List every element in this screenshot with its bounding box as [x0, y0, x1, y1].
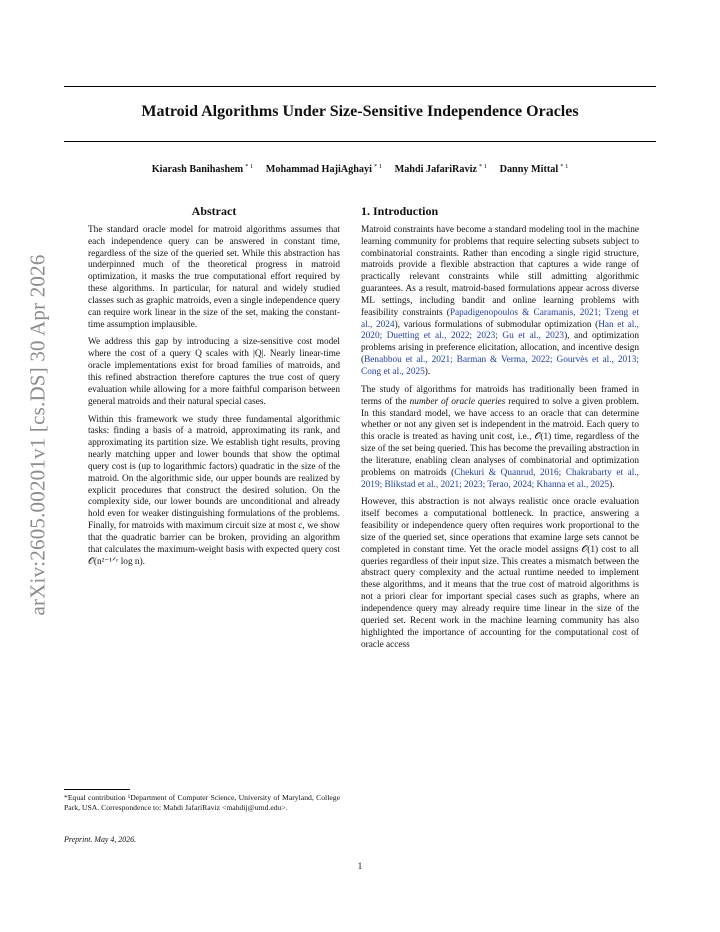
- citation-link[interactable]: Han et al., 2020; Duetting et al., 2022; 2023; Gu et al., 2023: [361, 319, 639, 342]
- author-name: Mahdi JafariRaviz: [394, 164, 477, 176]
- paragraph-text: ), various formulations of submodular optimization (: [394, 319, 599, 330]
- title-rule-bottom: [64, 141, 656, 142]
- abstract-paragraph: We address this gap by introducing a size-sensitive cost model where the cost of a query Q scales with |Q|. Nearly linear-time oracle implementations exist for broad families of matroids, and this refined abstraction therefore captures the true cost of query evaluation while allowing for a more faithful comparison between general matroids and their natural special cases.: [88, 337, 340, 407]
- abstract-heading: Abstract: [191, 204, 237, 218]
- arxiv-stamp: arXiv:2605.00201v1 [cs.DS] 30 Apr 2026: [25, 254, 50, 616]
- introduction-column: [361, 206, 639, 657]
- author: [395, 164, 487, 175]
- citation-link[interactable]: Chekuri & Quanrud, 2016; Chakrabarty et al., 2019; Blikstad et al., 2021; 2023; Terao, 2024; Khanna et al., 2025: [361, 467, 639, 490]
- author-affiliation-mark: * 1: [478, 163, 488, 170]
- author: [152, 164, 254, 175]
- paragraph-text: ).: [424, 366, 431, 377]
- citation-link[interactable]: Benabbou et al., 2021; Barman & Verma, 2022; Gourvès et al., 2013; Cong et al., 2025: [361, 355, 639, 377]
- paper-title: Matroid Algorithms Under Size-Sensitive Independence Oracles: [141, 103, 579, 120]
- author-name: Danny Mittal: [499, 164, 559, 176]
- abstract-paragraph: The standard oracle model for matroid algorithms assumes that each independence query can be answered in constant time, regardless of the size of the queried set. While this abstraction has underpinned much of the theoretical progress in matroid optimization, it masks the true computational effort required by these algorithms. In particular, for natural and widely studied classes such as graphic matroids, even a single independence query can require work linear in the size of the set, making the constant-time assumption implausible.: [88, 224, 340, 330]
- introduction-paragraph: [361, 225, 639, 379]
- paragraph-text: ), and optimization problems arising in preference elicitation, allocation, and incentive design (: [361, 331, 639, 366]
- author-affiliation-mark: * 1: [560, 163, 569, 170]
- introduction-paragraph: However, this abstraction is not always realistic once oracle evaluation itself becomes a computational bottleneck. In practice, answering a feasibility or independence query often requires work proportional to the size of the queried set, since operations that examine large sets cannot be completed in constant time. Yet the oracle model assigns 𝒪(1) cost to all queries regardless of their input size. This creates a mismatch between the abstract query complexity and the actual runtime needed to implement these algorithms, and it means that the true cost of matroid algorithms is not a priori clear for important special cases such as graphs, where an independence query may already require time linear in the size of the queried set. Recent work in the machine learning community has also highlighted the importance of accounting for the computational cost of oracle access: [361, 497, 639, 650]
- author: [266, 164, 382, 175]
- footnote: *Equal contribution ¹Department of Computer Science, University of Maryland, College Park, USA. Correspondence to: Mahdi JafariRaviz <mahdij@umd.edu>.: [64, 793, 340, 812]
- author-affiliation-mark: * 1: [373, 163, 383, 170]
- abstract-paragraph: Within this framework we study three fundamental algorithmic tasks: finding a basis of a matroid, approximating its rank, and approximating its partition size. We establish tight results, proving nearly matching upper and lower bounds that show the optimal query cost is (up to logarithmic factors) quadratic in the size of the matroid. On the algorithmic side, our upper bounds are realized by explicit procedures that construct the desired solution. On the complexity side, our lower bounds are unconditional and already hold even for weaker distinguishing formulations of the problems. Finally, for matroids with maximum circuit size at most c, we show that the quadratic barrier can be broken, providing an algorithm that calculates the maximum-weight basis with expected query cost 𝒪(n²⁻¹ᐟᶜ log n).: [88, 414, 340, 567]
- emphasis-text: number of oracle queries: [409, 396, 506, 407]
- page-number: 1: [357, 862, 363, 872]
- title-rule-top: [64, 86, 656, 87]
- author: [500, 164, 569, 175]
- paragraph-text: Matroid constraints have become a standard modeling tool in the machine learning community for problems that require selecting subsets subject to combinatorial constraints. Rather than encoding a single rigid structure, matroids provide a flexible abstraction that captures a wide range of practically relevant constraints while still admitting algorithmic guarantees. As a result, matroid-based formulations appear across diverse ML settings, including bandit and online learning problems with feasibility constraints (: [361, 224, 639, 318]
- author-list: [64, 163, 656, 175]
- author-name: Mohammad HajiAghayi: [265, 164, 372, 176]
- introduction-paragraph: [361, 385, 639, 492]
- author-name: Kiarash Banihashem: [151, 164, 244, 176]
- abstract-column: [88, 206, 340, 574]
- footnote-rule: [64, 789, 130, 790]
- paragraph-text: The study of algorithms for matroids has traditionally been framed in terms of the: [361, 384, 639, 407]
- section-heading: 1. Introduction: [361, 204, 439, 218]
- citation-link[interactable]: Papadigenopoulos & Caramanis, 2021; Tzeng et al., 2024: [361, 307, 639, 330]
- author-affiliation-mark: * 1: [245, 163, 254, 170]
- preprint-notice: Preprint. May 4, 2026.: [64, 835, 137, 844]
- paragraph-text: ).: [609, 479, 615, 490]
- paragraph-text: required to solve a given problem. In this standard model, we have access to an oracle that can determine whether or not any given set is independent in the matroid. Each query to this oracle is treated as having unit cost, i.e., 𝒪(1) time, regardless of the size of the set being queried. This has become the prevailing abstraction in the literature, enabling clean analyses of combinatorial and optimization problems on matroids (: [361, 396, 640, 478]
